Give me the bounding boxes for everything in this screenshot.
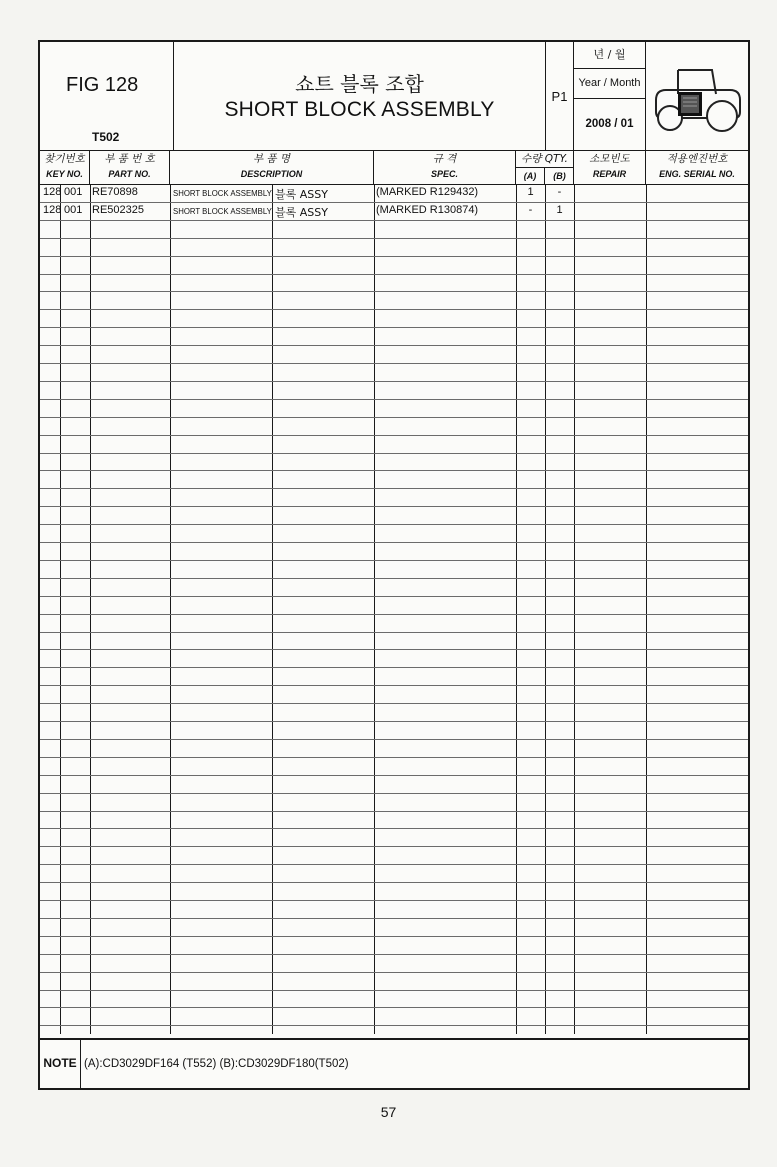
ruled-line [40,596,748,597]
divider-qty [516,184,517,1034]
page-code: P1 [551,89,568,104]
parts-table-body [40,184,748,1034]
ruled-line [40,256,748,257]
ruled-line [40,470,748,471]
ruled-line [40,703,748,704]
ruled-line [40,811,748,812]
col-part-no [90,150,170,184]
divider-repair [574,184,575,1034]
note-section [40,1038,748,1090]
note-text: (A):CD3029DF164 (T552) (B):CD3029DF180(T502) [84,1058,349,1070]
ruled-line [40,274,748,275]
ruled-line [40,542,748,543]
col-eng-serial-ko: 적용엔진번호 [666,153,728,165]
ruled-line [40,614,748,615]
ruled-line [40,900,748,901]
tractor-engine-icon [650,60,744,136]
ruled-line [40,327,748,328]
ruled-line [40,775,748,776]
parts-sheet [38,40,750,1090]
col-qty-label: 수량 QTY. [521,153,568,165]
col-eng-serial [646,150,748,184]
col-part-no-en: PART NO. [108,169,151,179]
model-code: T502 [92,130,120,144]
row1-sub: 001 [64,186,83,198]
col-repair-en: REPAIR [592,169,627,179]
col-spec [374,150,516,184]
ruled-line [40,828,748,829]
row1-spec: (MARKED R129432) [376,186,479,198]
ruled-line [40,488,748,489]
ruled-line [40,417,748,418]
ruled-line [40,1025,748,1026]
sheet-header [40,42,748,151]
ruled-line [40,864,748,865]
col-key-no-ko: 찾기번호 [44,153,85,165]
col-repair-ko: 소모빈도 [589,153,630,165]
column-headers [40,150,748,185]
divider-spec [374,184,375,1034]
ruled-line [40,882,748,883]
note-label: NOTE [40,1040,81,1090]
row1-qty-b: - [557,186,562,198]
row2-desc-ko: 블록 ASSY [275,206,328,219]
ruled-line [40,632,748,633]
col-description-en: DESCRIPTION [240,169,303,179]
row2-qty-b: 1 [556,204,563,216]
row1-part-no: RE70898 [92,186,138,198]
figure-cell [40,42,174,150]
row2-desc-en: SHORT BLOCK ASSEMBLY [173,207,272,216]
page-cell [546,42,574,150]
title-english: SHORT BLOCK ASSEMBLY [224,98,495,121]
ruled-line [40,793,748,794]
row2-sub: 001 [64,204,83,216]
ruled-line [40,381,748,382]
ruled-line [40,238,748,239]
col-description [170,150,374,184]
divider-key-sub [60,184,61,1034]
ruled-line [40,739,748,740]
ruled-line [40,220,748,221]
col-spec-ko: 규 격 [432,153,457,165]
row1-qty-a: 1 [527,186,534,198]
ruled-line [40,345,748,346]
ruled-line [40,1007,748,1008]
ruled-line [40,578,748,579]
col-qty [516,150,574,184]
col-key-no-en: KEY NO. [46,169,83,179]
divider-description-ko [272,184,273,1034]
col-key-no [40,150,90,184]
ruled-line [40,399,748,400]
date-value: 2008 / 01 [585,118,634,130]
ruled-line [40,846,748,847]
date-label-korean: 년 / 월 [574,42,645,69]
ruled-line [40,721,748,722]
date-cell [574,42,646,150]
divider-qty-b [545,184,546,1034]
ruled-line [40,685,748,686]
ruled-line [40,560,748,561]
row1-desc-en: SHORT BLOCK ASSEMBLY [173,189,272,198]
date-label-english: Year / Month [574,68,645,99]
ruled-line [40,524,748,525]
ruled-line [40,954,748,955]
row2-key: 128 [43,204,62,216]
ruled-line [40,309,748,310]
page-number: 57 [380,1104,397,1120]
ruled-line [40,453,748,454]
col-part-no-ko: 부 품 번 호 [104,153,155,165]
ruled-line [40,757,748,758]
divider-part-no [90,184,91,1034]
figure-number: FIG 128 [66,74,139,96]
row2-part-no: RE502325 [92,204,144,216]
ruled-line [40,506,748,507]
col-qty-b: (B) [545,167,574,184]
ruled-line [40,918,748,919]
row1-key: 128 [43,186,62,198]
divider-eng-serial [646,184,647,1034]
ruled-line [40,936,748,937]
row2-qty-a: - [528,204,533,216]
col-qty-a: (A) [516,167,545,184]
col-description-ko: 부 품 명 [252,153,291,165]
ruled-line [40,972,748,973]
title-korean: 쇼트 블록 조합 [295,72,424,96]
col-eng-serial-en: ENG. SERIAL NO. [659,169,735,179]
row1-desc-ko: 블록 ASSY [275,188,328,201]
col-repair [574,150,646,184]
row2-spec: (MARKED R130874) [376,204,479,216]
image-cell [646,42,748,150]
ruled-line [40,649,748,650]
ruled-line [40,990,748,991]
ruled-line [40,667,748,668]
title-cell [174,42,546,150]
col-spec-en: SPEC. [430,169,458,179]
ruled-line [40,291,748,292]
ruled-line [40,202,748,203]
divider-description [170,184,171,1034]
ruled-line [40,435,748,436]
ruled-line [40,363,748,364]
